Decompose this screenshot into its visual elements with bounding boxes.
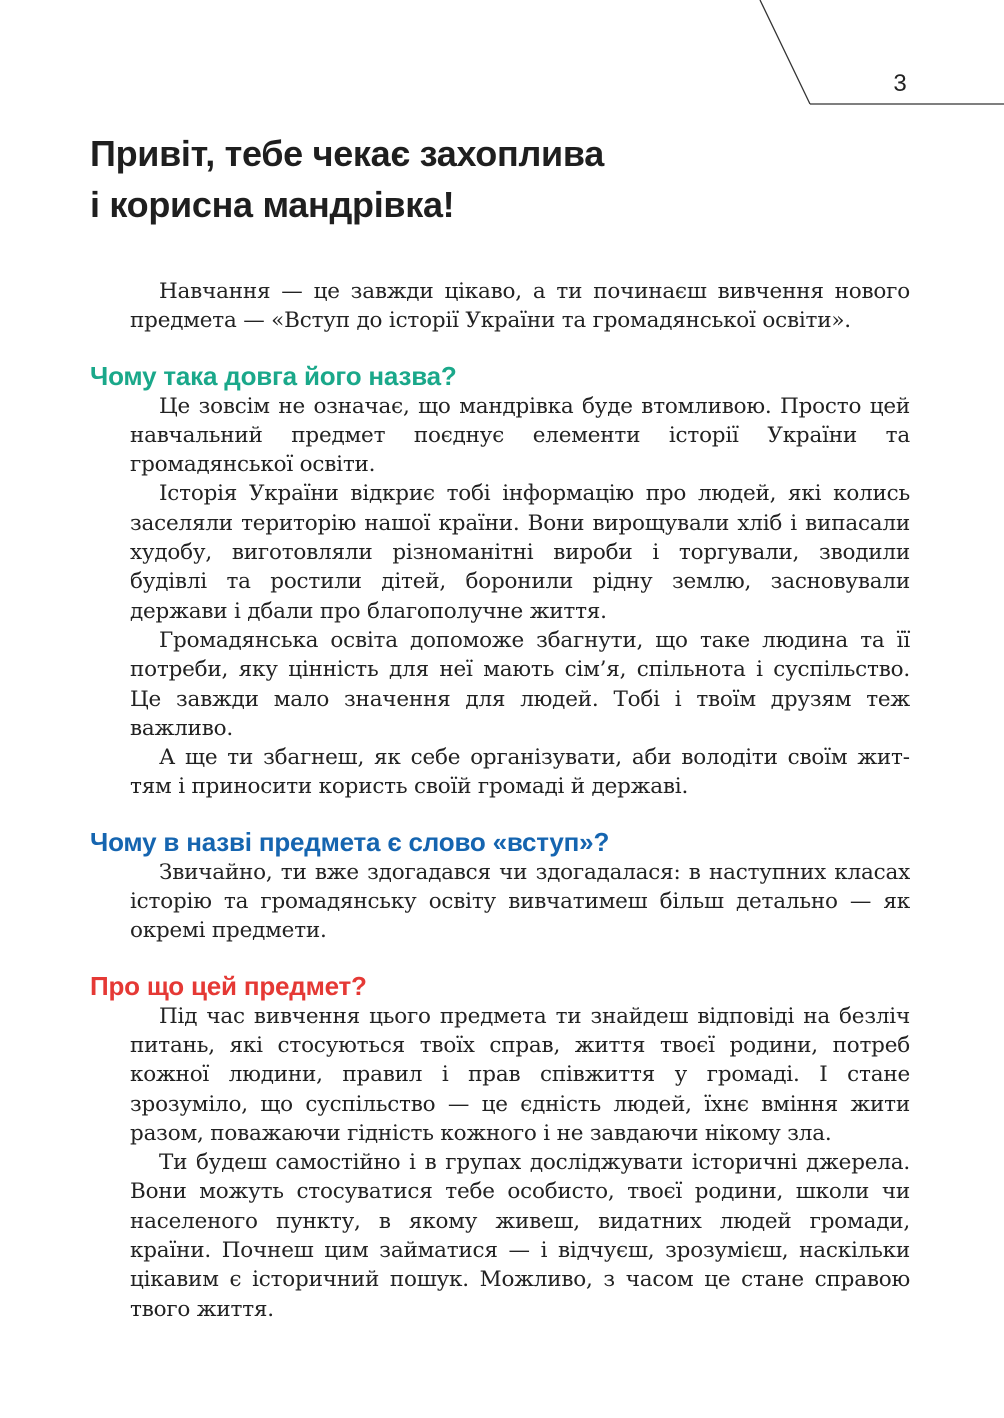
page-title-line-1: Привіт, тебе чекає захоплива [90,133,604,174]
body-paragraph: Під час вивчення цього предмета ти знайдеш відповіді на безліч питань, які стосуються твоїх справ, життя твоєї родини, потреб кожної людини, правил і прав співжиття у громаді. І стане зрозуміло, що суспільство — це єдність людей, їхнє вміння жити разом, поважаючи гідність кожного і не завдаючи нікому зла. [130,1003,910,1146]
section-heading-subject-about: Про що цей предмет? [90,970,367,1001]
intro-paragraph: Навчання — це завжди цікаво, а ти починаєш вивчення нового предмета — «Вступ до історії України та громадянської освіти». [130,279,910,334]
page-title [90,128,910,230]
body-paragraph: Ти будеш самостійно і в групах досліджувати історичні джерела. Вони можуть стосуватися тебе особисто, твоєї родини, школи чи населеного пункту, в якому живеш, видатних людей громади, країни. Почнеш цим займатися — і відчуєш, зрозумієш, наскільки цікавим є історичний пошук. Можливо, з часом це стане справою твого життя. [130,1150,910,1322]
section-heading-word-intro: Чому в назві предмета є слово «вступ»? [90,826,610,857]
body-paragraph: Громадянська освіта допоможе збагнути, що таке людина та її потреби, яку цінність для неї мають сім’я, спільнота і суспільство. Це завжди мало значення для людей. Тобі і твоїм друзям теж важливо. [130,627,910,741]
body-paragraph: Це зовсім не означає, що мандрівка буде втомливою. Просто цей навчальний предмет поєднує елементи історії України та громадянської освіти. [130,393,910,478]
page-corner-decoration [0,0,1004,110]
section-word-intro [90,826,910,946]
page-number: 3 [893,70,907,97]
section-name-length [90,360,910,802]
body-paragraph: Історія України відкриє тобі інформацію про людей, які колись заселяли територію нашої країни. Вони вирощували хліб і випасали худобу, виготовляли різноманітні вироби і торгували, зводили будівлі та ростили дітей, боронили рідну землю, засновували держави і дбали про благополучне життя. [130,481,910,624]
body-paragraph: Звичайно, ти вже здогадався чи здогадалася: в наступних класах історію та громадянську освіту вивчатимеш більш детально — як окремі предмети. [130,859,910,944]
section-subject-about [90,970,910,1324]
section-heading-name-length: Чому така довга його назва? [90,360,457,391]
page-title-line-2: і корисна мандрівка! [90,184,455,225]
page-body [90,277,910,1324]
body-paragraph: А ще ти збагнеш, як себе організувати, аби володіти своїм життям і приносити користь своїй громаді й державі. [130,745,910,800]
